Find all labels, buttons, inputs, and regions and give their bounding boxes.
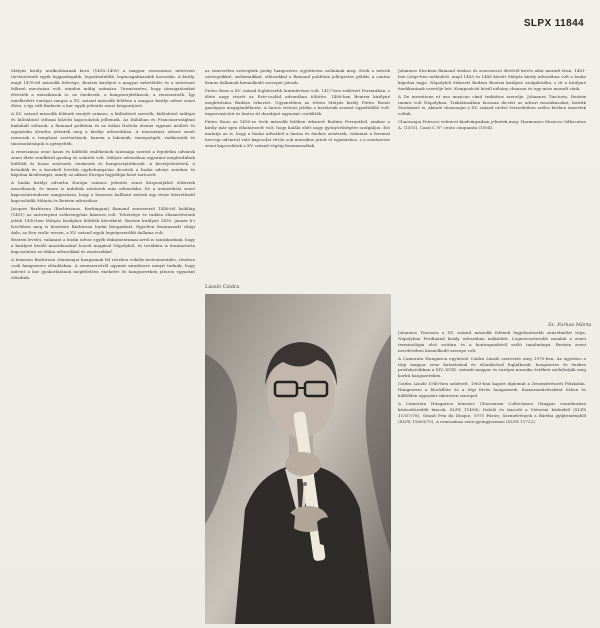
paragraph: Chansonjai Petrucci velencei kiadványaiban jelentek meg: Harmonice Musices Odhecaton A. (1501), Canti C N° cento cinquanta (1504). bbox=[398, 119, 586, 131]
paragraph: Pietro Bono a XV. század leghíresebb lantművésze volt. 1417-ben született Ferrarában, s élete nagy részét az Este-család udvarában töltötte. 1488-ban Beatrix királyné meghívására Budára érkezett. Ugyanebben az évben Mátyás király Pietro Bonót gazdagon megajándékozta. A lantos virtuóz játéka a kortársak szerint egyedülálló volt: improvizációit és lantra írt darabjait egyaránt csodálták. bbox=[205, 87, 390, 117]
musician-photo-illustration bbox=[205, 294, 391, 624]
paragraph: az ismeretlen szövegűek pedig hangszeres együttesen szólalnak meg. Ezek a művek szövegeikkel, szólamaikkal, stílusukkal a flamand polifónia jellegzetes példái, a cantus firmus dallamuk kiemelkedő szerepet játszik. bbox=[205, 68, 390, 85]
paragraph: Jacques Barbireau (Barbirianus, Barbingant) flamand zeneszerző 1448-tól haláláig (1491) az antwerpeni székesegyház kántora volt. Tehetsége és tudása elismerésének jeléül 1490-ben Mátyás királyhoz küldték követként. Beatrix királyné 1490. január 6-i levelében meg is köszönte Barbireau budai látogatását. Egyetlen fennmaradt világi dala, az Een vrolic wesen, a XV. század egyik legnépszerűbb dallama volt. bbox=[11, 205, 195, 235]
paragraph: A Camerata Hungarica lemezei: Chorearum Collectanea (Magyar vonatkozású kézirattöredék táncok, SLPX 11498), Daloló és táncoló a Vietoriai kódexből (SLPX 11557/78), Grand Prix du Disque, 1975 Párizs; Szemelvények a Bártfai gyűjteményből (SLPX 11669/70), A reneszánsz zene gyöngyszemei (SLPX 11722). bbox=[398, 400, 586, 424]
paragraph: Pietro Bono az 1490-es évek második felében érkezett Budára Ferrarából, amikor a király már igen elhatározott volt, hogy halála előtt nagy gyönyörűségére szolgáljon. Ezt mutatja az is, hogy a budai udvarból a lantos és énekes zenészek, valamint a ferrarai hercegi udvarral való kapcsolat révén sok muzsikus jutott el egymáshoz, s a rendszeres zenei kapcsolatok a XV. század végéig fennmaradtak. bbox=[205, 119, 390, 148]
paragraph: Mátyás király uralkodásának kora (1458–1490) a magyar reneszánsz művészet történetének egyik leggazdagabb, legsokszínűbb, legmozgalmasabb korszaka. A király, majd 1476-tól második felesége, Beatrix királyné a magyar művelődés és a művészet bőkezű mecénása volt, minden műfaj számára. Természetes, hogy támogatásukat élvezték a muzsikusok is: az énekesek, a hangszerjátékosok, a zeneszerzők. Így emelkedett európai rangra a XV. század második felében a magyar királyi udvar zenei élete, s így vált Budavár a kor egyik jelentős zenei központjává. bbox=[11, 68, 195, 109]
catalog-number: SLPX 11844 bbox=[523, 18, 584, 29]
paragraph: Johannes Tinctoris a XV. század második felének legjelentősebb zeneelmélet írója, Nápolyban Ferdinánd király udvarában működött. Legnevezetesebb munkái a zenei terminológia első szótára és a kontrapunktról szóló tanulmánya. Beatrix zenei nevelésében kiemelkedő szerepe volt. bbox=[398, 330, 586, 353]
musician-photo bbox=[205, 294, 391, 624]
paragraph: A XV. század második felének zenéjét számos, a különböző szerzők, különböző műfajai és különböző stílusai közötti kapcsolatok jellemzik. Az Itáliában és Franciaországban kialakult stílusok, a flamand polifónia és az itáliai frottola elemei egymás mellett és egymásba olvadva jelentek meg a királyi udvarokban. A reneszánsz udvari zenét nemcsak a templomi szertartások, hanem a lakomák, ünnepségek, vadászatok és táncmulatságok is igényelték. bbox=[11, 111, 195, 146]
paragraph: A Camerata Hungarica együttest Czidra László szervezte meg 1970-ben. Az együttes a régi magyar zene kutatásával és előadásával foglalkozik: hangszeres és énekes produkcióikban a XIV–XVIII. századi magyar és európai muzsika értékeit szólaltatják meg korhű hangszereken. bbox=[398, 355, 586, 379]
paragraph: A lemezen Barbireau chansonjai hangzanak fel részben vokális-instrumentális, részben csak hangszeres előadásban. A zeneszerzőről ugyanis mindössze annyit tudunk, hogy műveit a kor gyakorlatának megfelelően énekelve és hangszereken játszva egyaránt előadták. bbox=[11, 257, 195, 280]
author-signature: Sz. Farkas Márta bbox=[548, 322, 592, 328]
text-column-2 bbox=[205, 68, 390, 281]
paragraph: Beatrix levelei, valamint a budai udvar egyéb dokumentumai arról is tanúskodnak, hogy a királyné kiváló muzsikusokat hozott magával Nápolyból, és továbbra is fenntartotta kapcsolatait az itáliai udvarokkal és zenészekkel. bbox=[11, 237, 195, 255]
text-column-3 bbox=[398, 68, 586, 328]
text-column-3-bottom bbox=[398, 330, 586, 625]
paragraph: A reneszánsz zene hazai és külföldi emlékeinek tanúsága szerint a fejedelmi udvarok zenei élete rendkívül gazdag és sokrétű volt. Mátyás udvarában egyaránt megfordultak külföldi és hazai zenészek, énekesek és hangszerjátékosok. A követjelentések, a krónikák és a korabeli levelek egybehangzóan dicsérik a budai udvari zenekar és kápolna kiválóságát, amely az akkori Európa legjobbjai közé tartozott. bbox=[11, 148, 195, 178]
paragraph: A budai királyi udvarba Európa számos jelentős zenei központjából érkeztek muzsikusok, és innen is indultak zenészek más udvarokba. Ez a nemzetközi zenei kapcsolatrendszer magyarázza, hogy a lemezen hallható művek egy része közvetlenül kapcsolódik Mátyás és Beatrix udvarához. bbox=[11, 180, 195, 204]
photo-caption: László Czidra bbox=[205, 284, 240, 290]
paragraph: Johannes Stockem flamand énekes és zeneszerző életéről kevés adat maradt fenn. 1481-ben Liège-ben működött, majd 1485 és 1486 között Mátyás király udvarában volt a budai kápolna tagja. Nápolyból érkezett Budára Beatrix királyné szolgálatába, s itt a királyné énekkarának vezetője lett. Kompozíciói közül néhány chanson és egy mise maradt ránk. bbox=[398, 68, 586, 91]
paragraph: A De inventione et usu musicae című traktátus szerzője, Johannes Tinctoris, Beatrix tanára volt Nápolyban. Traktátusában hosszan dicséri az udvari muzsikusokat, köztük Stockemet is, akinek chansonjai a XV. század utolsó évtizedeiben széles körben ismertek voltak. bbox=[398, 93, 586, 117]
paragraph: Czidra László 1940-ben született. 1963-ban kapott diplomát a Zeneművészeti Főiskolán. Hangszerei a blockflöte és a régi fúvós hangszerek. Kamaraművészként itthon és külföldön egyaránt sikeresen szerepel. bbox=[398, 381, 586, 399]
text-column-1 bbox=[11, 68, 195, 620]
